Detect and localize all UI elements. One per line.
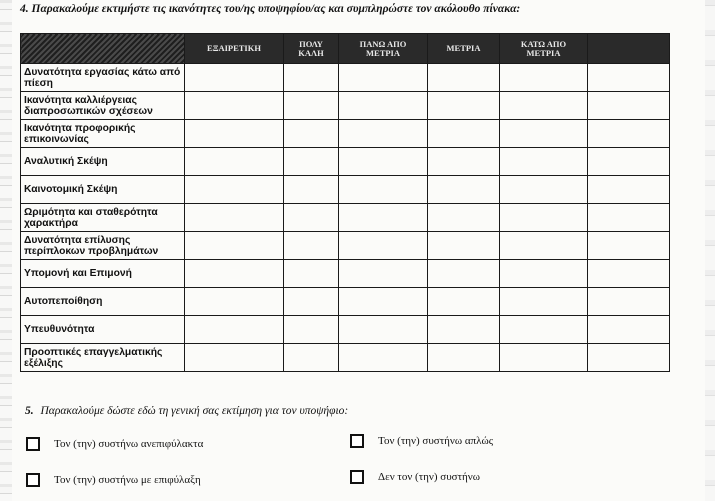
- rating-cell[interactable]: [339, 64, 428, 92]
- rating-cell[interactable]: [284, 232, 339, 260]
- rating-cell[interactable]: [588, 204, 670, 232]
- rating-cell[interactable]: [428, 148, 500, 176]
- question-4-text: Παρακαλούμε εκτιμήστε τις ικανότητες του/ης υποψηφίου/ας και συμπληρώστε τον ακόλουθο πίνακα:: [31, 3, 521, 15]
- table-row: [21, 232, 670, 260]
- rating-cell[interactable]: [185, 288, 284, 316]
- criterion-label: Ωριμότητα και σταθερότητα χαρακτήρα: [21, 204, 185, 232]
- rating-cell[interactable]: [339, 232, 428, 260]
- option-label: Τον (την) συστήνω με επιφύλαξη: [54, 474, 201, 486]
- rating-cell[interactable]: [339, 204, 428, 232]
- criterion-label: Δυνατότητα επίλυσης περίπλοκων προβλημάτων: [21, 232, 185, 260]
- rating-cell[interactable]: [339, 260, 428, 288]
- table-row: [21, 344, 670, 372]
- rating-cell[interactable]: [500, 344, 588, 372]
- rating-cell[interactable]: [588, 176, 670, 204]
- header-very-good: ΠΟΛΥ ΚΑΛΗ: [284, 34, 339, 64]
- rating-cell[interactable]: [339, 92, 428, 120]
- rating-cell[interactable]: [185, 316, 284, 344]
- rating-cell[interactable]: [500, 288, 588, 316]
- rating-cell[interactable]: [428, 344, 500, 372]
- rating-cell[interactable]: [339, 120, 428, 148]
- table-row: [21, 64, 670, 92]
- rating-cell[interactable]: [588, 120, 670, 148]
- option-recommend-with-reservation[interactable]: [26, 473, 201, 487]
- question-4-heading: [20, 3, 680, 15]
- rating-cell[interactable]: [588, 92, 670, 120]
- criterion-label: Αυτοπεποίθηση: [21, 288, 185, 316]
- rating-cell[interactable]: [428, 316, 500, 344]
- table-row: [21, 204, 670, 232]
- table-row: [21, 316, 670, 344]
- rating-cell[interactable]: [500, 148, 588, 176]
- rating-cell[interactable]: [185, 232, 284, 260]
- criterion-label: Ικανότητα προφορικής επικοινωνίας: [21, 120, 185, 148]
- rating-cell[interactable]: [428, 64, 500, 92]
- rating-cell[interactable]: [284, 344, 339, 372]
- rating-cell[interactable]: [588, 260, 670, 288]
- rating-cell[interactable]: [500, 204, 588, 232]
- rating-cell[interactable]: [339, 148, 428, 176]
- rating-cell[interactable]: [588, 344, 670, 372]
- rating-cell[interactable]: [500, 92, 588, 120]
- rating-cell[interactable]: [428, 288, 500, 316]
- table-row: [21, 92, 670, 120]
- rating-cell[interactable]: [284, 288, 339, 316]
- scan-edge-left: [0, 0, 12, 501]
- rating-cell[interactable]: [185, 120, 284, 148]
- rating-cell[interactable]: [284, 120, 339, 148]
- checkbox[interactable]: [26, 437, 40, 451]
- option-label: Τον (την) συστήνω απλώς: [378, 435, 494, 447]
- rating-cell[interactable]: [588, 64, 670, 92]
- rating-cell[interactable]: [500, 232, 588, 260]
- criterion-label: Καινοτομική Σκέψη: [21, 176, 185, 204]
- checkbox[interactable]: [350, 470, 364, 484]
- question-4-number: 4.: [20, 3, 29, 15]
- rating-cell[interactable]: [339, 316, 428, 344]
- rating-cell[interactable]: [588, 232, 670, 260]
- option-do-not-recommend[interactable]: [350, 470, 480, 484]
- rating-cell[interactable]: [339, 288, 428, 316]
- header-above-average: ΠΑΝΩ ΑΠΟ ΜΕΤΡΙΑ: [339, 34, 428, 64]
- rating-cell[interactable]: [284, 148, 339, 176]
- rating-cell[interactable]: [284, 316, 339, 344]
- option-label: Τον (την) συστήνω ανεπιφύλακτα: [54, 438, 204, 450]
- rating-cell[interactable]: [428, 260, 500, 288]
- rating-cell[interactable]: [588, 148, 670, 176]
- header-below-average: ΚΑΤΩ ΑΠΟ ΜΕΤΡΙΑ: [500, 34, 588, 64]
- question-5-number: 5.: [25, 405, 34, 417]
- option-recommend-simply[interactable]: [350, 434, 493, 448]
- table-row: [21, 260, 670, 288]
- competency-rating-table: [20, 33, 670, 372]
- rating-cell[interactable]: [428, 204, 500, 232]
- criterion-label: Αναλυτική Σκέψη: [21, 148, 185, 176]
- criterion-label: Υπευθυνότητα: [21, 316, 185, 344]
- checkbox[interactable]: [350, 434, 364, 448]
- rating-cell[interactable]: [588, 316, 670, 344]
- scan-edge-right: [705, 0, 715, 501]
- rating-cell[interactable]: [284, 64, 339, 92]
- header-last: [588, 34, 670, 64]
- rating-cell[interactable]: [500, 260, 588, 288]
- rating-cell[interactable]: [428, 92, 500, 120]
- question-5-text: Παρακαλούμε δώστε εδώ τη γενική σας εκτίμηση για τον υποψήφιο:: [40, 405, 349, 417]
- table-row: [21, 176, 670, 204]
- header-excellent: ΕΞΑΙΡΕΤΙΚΗ: [185, 34, 284, 64]
- rating-cell[interactable]: [500, 176, 588, 204]
- table-row: [21, 120, 670, 148]
- rating-cell[interactable]: [500, 120, 588, 148]
- criterion-label: Δυνατότητα εργασίας κάτω από πίεση: [21, 64, 185, 92]
- rating-cell[interactable]: [185, 64, 284, 92]
- rating-cell[interactable]: [500, 64, 588, 92]
- rating-cell[interactable]: [339, 176, 428, 204]
- rating-cell[interactable]: [428, 120, 500, 148]
- criterion-label: Υπομονή και Επιμονή: [21, 260, 185, 288]
- rating-cell[interactable]: [428, 176, 500, 204]
- rating-cell[interactable]: [339, 344, 428, 372]
- rating-cell[interactable]: [284, 260, 339, 288]
- rating-cell[interactable]: [185, 148, 284, 176]
- header-corner: [21, 34, 185, 64]
- rating-cell[interactable]: [284, 92, 339, 120]
- question-5-heading: [25, 405, 348, 417]
- table-header-row: [21, 34, 670, 64]
- rating-cell[interactable]: [284, 176, 339, 204]
- checkbox[interactable]: [26, 473, 40, 487]
- rating-cell[interactable]: [588, 288, 670, 316]
- option-label: Δεν τον (την) συστήνω: [378, 471, 480, 483]
- rating-cell[interactable]: [185, 260, 284, 288]
- option-recommend-unreservedly[interactable]: [26, 437, 203, 451]
- rating-cell[interactable]: [284, 204, 339, 232]
- rating-cell[interactable]: [185, 176, 284, 204]
- rating-cell[interactable]: [500, 316, 588, 344]
- rating-cell[interactable]: [185, 92, 284, 120]
- rating-cell[interactable]: [185, 204, 284, 232]
- criterion-label: Ικανότητα καλλιέργειας διαπροσωπικών σχέσεων: [21, 92, 185, 120]
- rating-cell[interactable]: [185, 344, 284, 372]
- table-row: [21, 288, 670, 316]
- header-average: ΜΕΤΡΙΑ: [428, 34, 500, 64]
- rating-cell[interactable]: [428, 232, 500, 260]
- table-row: [21, 148, 670, 176]
- criterion-label: Προοπτικές επαγγελματικής εξέλιξης: [21, 344, 185, 372]
